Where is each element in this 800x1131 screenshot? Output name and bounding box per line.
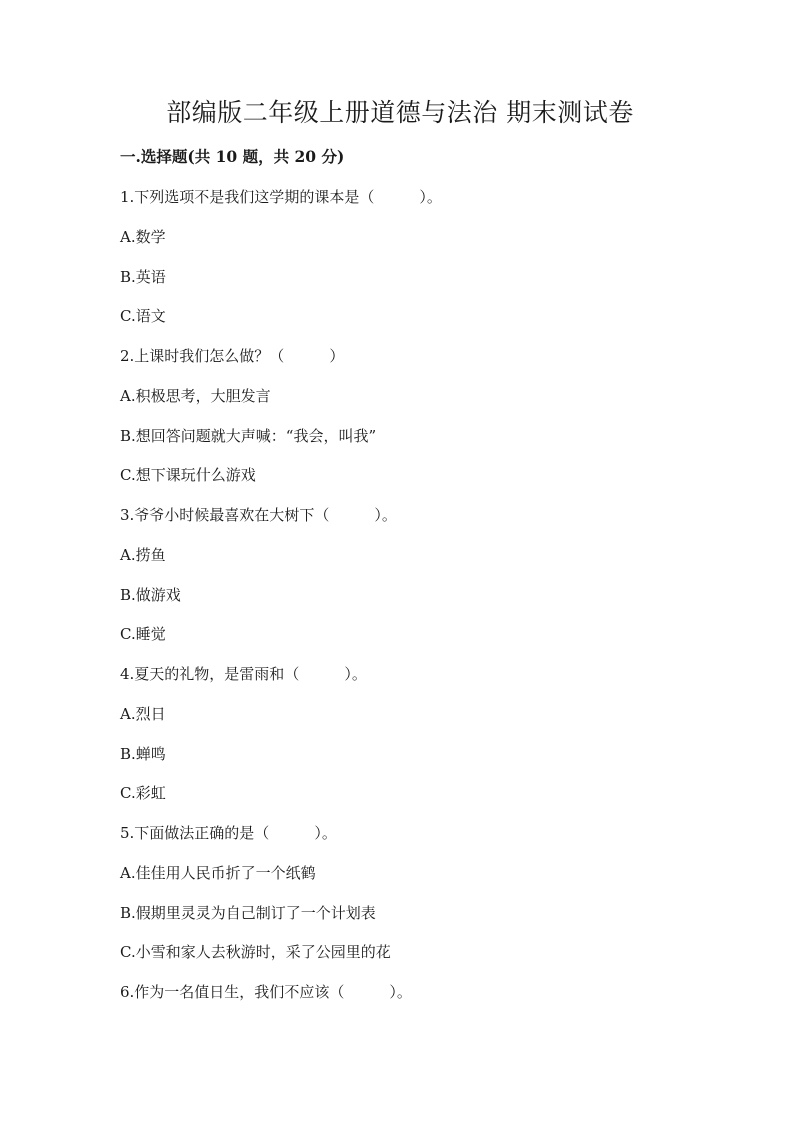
exam-title: 部编版二年级上册道德与法治 期末测试卷 <box>166 98 634 127</box>
question-4-option-a: A.烈日 <box>120 704 166 723</box>
question-2-option-b: B.想回答问题就大声喊：“我会，叫我” <box>120 426 377 445</box>
question-4-stem: 4.夏天的礼物，是雷雨和（ ）。 <box>120 665 367 683</box>
question-5-stem: 5.下面做法正确的是（ ）。 <box>120 824 337 842</box>
question-1-option-a: A.数学 <box>120 227 166 246</box>
question-3-option-c: C.睡觉 <box>120 625 166 644</box>
question-3-option-b: B.做游戏 <box>120 585 181 604</box>
question-1-option-c: C.语文 <box>120 307 166 326</box>
question-4-option-b: B.蝉鸣 <box>120 744 166 763</box>
question-2-option-c: C.想下课玩什么游戏 <box>120 466 256 485</box>
section-heading: 一.选择题(共 10 题，共 20 分) <box>120 147 345 166</box>
question-1-option-b: B.英语 <box>120 267 166 286</box>
question-1-stem: 1.下列选项不是我们这学期的课本是（ ）。 <box>120 188 442 206</box>
question-5-option-a: A.佳佳用人民币折了一个纸鹤 <box>120 863 316 882</box>
question-3-option-a: A.捞鱼 <box>120 545 166 564</box>
question-6-stem: 6.作为一名值日生，我们不应该（ ）。 <box>120 983 412 1001</box>
question-3-stem: 3.爷爷小时候最喜欢在大树下（ ）。 <box>120 506 397 524</box>
question-2-option-a: A.积极思考，大胆发言 <box>120 386 271 405</box>
question-2-stem: 2.上课时我们怎么做？（ ） <box>120 347 345 365</box>
question-5-option-b: B.假期里灵灵为自己制订了一个计划表 <box>120 903 376 922</box>
question-list <box>120 186 720 1021</box>
question-5-option-c: C.小雪和家人去秋游时，采了公园里的花 <box>120 943 391 962</box>
question-4-option-c: C.彩虹 <box>120 784 166 803</box>
